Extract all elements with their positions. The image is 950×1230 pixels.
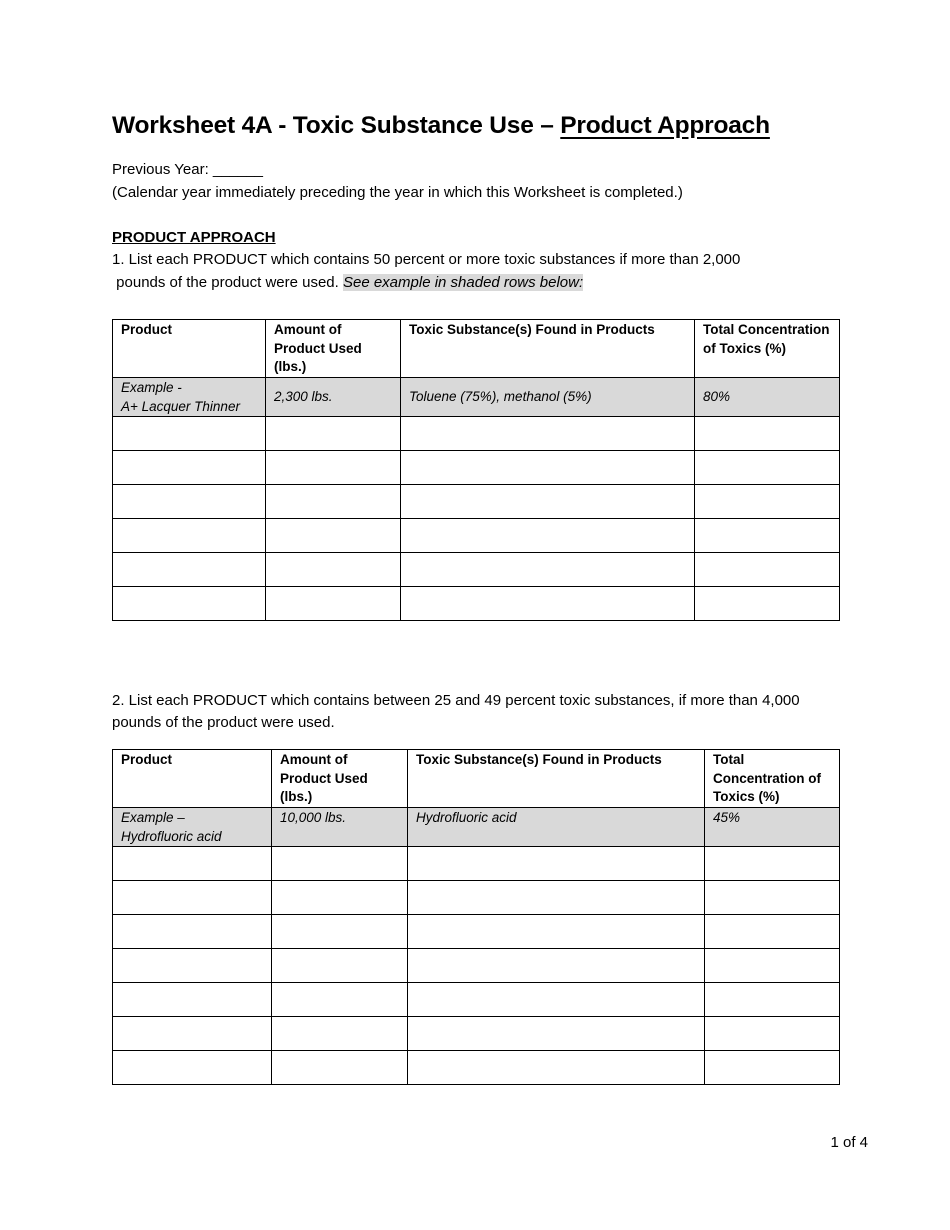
example-row <box>113 377 840 416</box>
table-2 <box>112 749 840 1085</box>
cell-toxic[interactable] <box>408 948 705 982</box>
cell-amount[interactable] <box>272 1050 408 1084</box>
example-toxic: Hydrofluoric acid <box>408 807 705 846</box>
cell-product[interactable] <box>113 450 266 484</box>
item1-highlight: See example in shaded rows below: <box>342 274 584 291</box>
cell-toxic[interactable] <box>408 846 705 880</box>
table-row <box>113 416 840 450</box>
previous-year-note: (Calendar year immediately preceding the year in which this Worksheet is completed.) <box>112 184 683 201</box>
item2-line2: pounds of the product were used. <box>112 714 335 731</box>
cell-amount[interactable] <box>272 846 408 880</box>
example-amount: 10,000 lbs. <box>272 807 408 846</box>
cell-amount[interactable] <box>272 982 408 1016</box>
table-row <box>113 450 840 484</box>
table-row <box>113 948 840 982</box>
example-product-line2: Hydrofluoric acid <box>121 828 222 844</box>
example-total: 80% <box>695 377 840 416</box>
cell-toxic[interactable] <box>401 518 695 552</box>
header-toxic: Toxic Substance(s) Found in Products <box>408 750 705 808</box>
cell-amount[interactable] <box>266 450 401 484</box>
table-row <box>113 1050 840 1084</box>
cell-product[interactable] <box>113 552 266 586</box>
cell-amount[interactable] <box>266 552 401 586</box>
cell-total[interactable] <box>695 450 840 484</box>
cell-toxic[interactable] <box>401 586 695 620</box>
cell-product[interactable] <box>113 982 272 1016</box>
cell-amount[interactable] <box>266 484 401 518</box>
cell-toxic[interactable] <box>408 914 705 948</box>
cell-total[interactable] <box>705 1016 840 1050</box>
cell-amount[interactable] <box>272 914 408 948</box>
cell-product[interactable] <box>113 846 272 880</box>
example-amount: 2,300 lbs. <box>266 377 401 416</box>
table-row <box>113 880 840 914</box>
cell-total[interactable] <box>695 586 840 620</box>
cell-total[interactable] <box>695 552 840 586</box>
page-title-main: Worksheet 4A - Toxic Substance Use – <box>112 112 561 139</box>
example-toxic: Toluene (75%), methanol (5%) <box>401 377 695 416</box>
cell-total[interactable] <box>705 846 840 880</box>
table-row <box>113 982 840 1016</box>
table-row <box>113 484 840 518</box>
header-total: Total Concentration of Toxics (%) <box>705 750 840 808</box>
item1-line1: 1. List each PRODUCT which contains 50 percent or more toxic substances if more than 2,000 <box>112 251 741 268</box>
header-total: Total Concentration of Toxics (%) <box>695 320 840 378</box>
previous-year-label: Previous Year: ______ <box>112 161 263 178</box>
table-row <box>113 518 840 552</box>
table-row <box>113 846 840 880</box>
cell-amount[interactable] <box>272 948 408 982</box>
cell-total[interactable] <box>705 948 840 982</box>
example-product-line1: Example – <box>121 809 185 825</box>
table-header-row <box>113 320 840 378</box>
example-product <box>113 807 272 846</box>
header-product: Product <box>113 750 272 808</box>
cell-toxic[interactable] <box>408 880 705 914</box>
example-row <box>113 807 840 846</box>
example-product-line2: A+ Lacquer Thinner <box>121 398 240 414</box>
cell-product[interactable] <box>113 416 266 450</box>
item2-line1: 2. List each PRODUCT which contains between 25 and 49 percent toxic substances, if more than 4,000 <box>112 692 800 709</box>
cell-product[interactable] <box>113 914 272 948</box>
example-product <box>113 377 266 416</box>
cell-product[interactable] <box>113 586 266 620</box>
table-row <box>113 914 840 948</box>
cell-toxic[interactable] <box>408 1050 705 1084</box>
page-number: 1 of 4 <box>830 1134 868 1151</box>
cell-product[interactable] <box>113 1016 272 1050</box>
example-product-line1: Example - <box>121 379 182 395</box>
header-amount: Amount of Product Used (lbs.) <box>272 750 408 808</box>
cell-total[interactable] <box>695 518 840 552</box>
cell-product[interactable] <box>113 948 272 982</box>
cell-amount[interactable] <box>266 586 401 620</box>
cell-amount[interactable] <box>272 1016 408 1050</box>
cell-product[interactable] <box>113 1050 272 1084</box>
cell-product[interactable] <box>113 518 266 552</box>
page-title <box>112 112 770 140</box>
header-amount: Amount of Product Used (lbs.) <box>266 320 401 378</box>
table-header-row <box>113 750 840 808</box>
cell-total[interactable] <box>705 1050 840 1084</box>
table-row <box>113 586 840 620</box>
page-title-underlined: Product Approach <box>560 112 770 139</box>
section-heading: PRODUCT APPROACH <box>112 229 276 246</box>
cell-total[interactable] <box>695 484 840 518</box>
example-total: 45% <box>705 807 840 846</box>
cell-product[interactable] <box>113 880 272 914</box>
cell-amount[interactable] <box>266 518 401 552</box>
cell-total[interactable] <box>695 416 840 450</box>
cell-toxic[interactable] <box>401 484 695 518</box>
cell-amount[interactable] <box>272 880 408 914</box>
table-row <box>113 1016 840 1050</box>
item1-line2-text: pounds of the product were used. <box>112 274 343 291</box>
cell-toxic[interactable] <box>408 1016 705 1050</box>
table-row <box>113 552 840 586</box>
header-toxic: Toxic Substance(s) Found in Products <box>401 320 695 378</box>
cell-amount[interactable] <box>266 416 401 450</box>
cell-toxic[interactable] <box>401 552 695 586</box>
cell-toxic[interactable] <box>408 982 705 1016</box>
cell-total[interactable] <box>705 914 840 948</box>
cell-total[interactable] <box>705 982 840 1016</box>
cell-toxic[interactable] <box>401 450 695 484</box>
cell-toxic[interactable] <box>401 416 695 450</box>
header-product: Product <box>113 320 266 378</box>
cell-product[interactable] <box>113 484 266 518</box>
item1-line2 <box>112 274 583 291</box>
table-1 <box>112 319 840 621</box>
cell-total[interactable] <box>705 880 840 914</box>
